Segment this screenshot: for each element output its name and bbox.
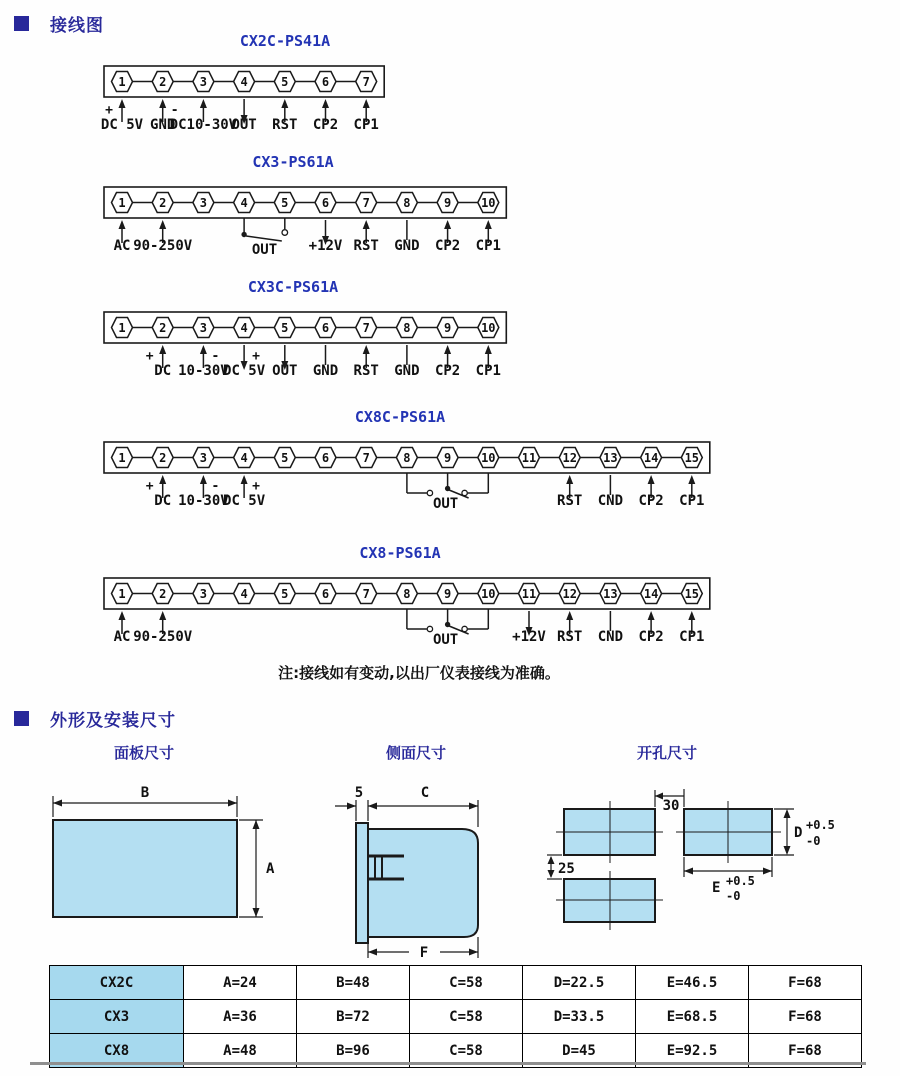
terminal-number: 11 [521,450,537,465]
terminal-number: 3 [199,74,208,89]
terminal-number: 5 [281,320,289,335]
arrowhead [485,220,492,229]
terminal-number: 6 [321,195,330,210]
terminal-number: 2 [159,74,167,89]
diagram-title: CX2C-PS41A [239,32,331,50]
terminal-number: 6 [321,74,330,89]
terminal-label: DC [154,493,172,509]
arrowhead [119,611,126,620]
terminal-number: 4 [240,320,248,335]
arrowhead [159,99,166,108]
terminal-number: 7 [362,320,370,335]
relay-contact [427,490,432,495]
terminal-number: 5 [281,586,289,601]
terminal-number: 10 [481,195,496,210]
terminal-number: 8 [403,195,411,210]
table-cell: F=68 [749,966,862,1000]
arrowhead [444,345,451,354]
arrowhead [53,800,62,807]
polarity-sign: - [170,103,179,118]
wiring-note: 注:接线如有变动,以出厂仪表接线为准确。 [278,664,560,682]
terminal-number: 6 [321,586,330,601]
table-cell: E=46.5 [636,966,749,1000]
terminal-number: 4 [240,195,248,210]
arrowhead [159,345,166,354]
table-cell: B=72 [297,1000,410,1034]
terminal-number: 6 [321,320,330,335]
table-row [50,1000,862,1034]
diagram-title: CX8C-PS61A [354,408,446,426]
wiring-diagram-cx3-ps61a [0,153,900,261]
terminal-number: 4 [240,74,248,89]
arrowhead [566,611,573,620]
terminal-label: CP1 [679,629,705,645]
terminal-number: 8 [403,320,411,335]
polarity-sign: + [105,103,113,118]
arrowhead [159,475,166,484]
terminal-number: 11 [521,586,537,601]
diagram-title: CX8-PS61A [359,544,441,562]
relay-contact [462,490,467,495]
table-cell-model: CX8 [50,1034,184,1068]
table-cell: C=58 [410,966,523,1000]
terminal-number: 15 [684,586,700,601]
relay-label: OUT [432,632,459,648]
polarity-sign: - [211,349,220,364]
arrowhead [363,220,370,229]
relay-label: OUT [251,242,278,258]
arrowhead [648,475,655,484]
arrowhead [763,868,772,875]
dim-label-30: 30 [662,798,680,814]
polarity-sign: + [145,479,154,494]
terminal-number: 1 [118,450,126,465]
terminal-number: 2 [159,450,167,465]
terminal-label: DC10-30V [169,117,238,133]
dim-label-5: 5 [354,785,364,801]
arrowhead [363,345,370,354]
dim-label-a: A [266,861,275,877]
side-drawing-title: 侧面尺寸 [385,744,447,762]
terminal-label: +12V [512,629,546,645]
polarity-sign: + [252,349,261,364]
terminal-label: RST [272,117,298,133]
arrowhead [159,220,166,229]
terminal-number: 12 [562,586,577,601]
arrowhead [485,345,492,354]
terminal-number: 2 [159,320,167,335]
terminal-label: 90-250V [133,629,193,645]
arrowhead [241,475,248,484]
terminal-label: AC [113,629,131,645]
panel-drawing-title: 面板尺寸 [113,744,175,762]
arrowhead [469,803,478,810]
terminal-label: CP2 [312,117,339,133]
table-cell: D=33.5 [523,1000,636,1034]
polarity-sign: + [145,349,154,364]
arrowhead [363,99,370,108]
table-cell: F=68 [749,1034,862,1068]
terminal-number: 1 [118,320,126,335]
terminal-number: 12 [562,450,577,465]
arrowhead [119,99,126,108]
terminal-number: 3 [199,450,208,465]
side-body [368,829,478,937]
terminal-number: 5 [281,195,289,210]
terminal-label: CP2 [434,238,461,254]
terminal-number: 14 [643,586,659,601]
terminal-number: 13 [603,450,618,465]
terminal-label: DC 5V [223,493,266,509]
relay-contact [282,230,288,236]
terminal-label: DC [154,363,172,379]
terminal-label: 10-30V [178,493,229,509]
wiring-diagram-cx3c-ps61a [0,278,900,386]
tolerance-plus: +0.5 [806,818,835,832]
section-title: 外形及安装尺寸 [50,711,176,731]
terminal-number: 10 [481,586,496,601]
arrowhead [566,475,573,484]
table-cell: A=24 [184,966,297,1000]
table-cell-model: CX2C [50,966,184,1000]
terminal-number: 4 [240,586,248,601]
arrowhead [688,611,695,620]
terminal-number: 7 [362,74,370,89]
table-cell: F=68 [749,1000,862,1034]
section-bullet-icon [14,16,29,31]
terminal-number: 9 [443,450,452,465]
terminal-label: CP2 [434,363,461,379]
terminal-label: GND [394,238,420,254]
terminal-number: 7 [362,586,370,601]
terminal-number: 9 [443,195,452,210]
arrowhead [322,99,329,108]
dimensions-table [49,965,862,1068]
arrowhead [444,220,451,229]
section-dimensions-header [14,706,176,731]
terminal-number: 7 [362,450,370,465]
arrowhead [253,820,260,829]
dim-label-d: D [794,825,803,841]
terminal-number: 3 [199,195,208,210]
tolerance-plus: +0.5 [726,874,755,888]
terminal-number: 2 [159,195,167,210]
terminal-label: OUT [231,117,257,133]
terminal-label: OUT [272,363,298,379]
terminal-label: RST [557,493,583,509]
terminal-number: 8 [403,586,411,601]
terminal-label: CP2 [638,629,664,645]
wiring-diagram-cx8c-ps61a [0,408,900,516]
wiring-diagram-cx2c-ps41a [0,32,900,140]
terminal-number: 7 [362,195,370,210]
terminal-label: 90-250V [133,238,193,254]
terminal-label: +12V [308,238,343,254]
section-title: 接线图 [50,16,104,36]
arrowhead [784,846,791,855]
terminal-number: 13 [603,586,618,601]
arrowhead [368,803,377,810]
arrowhead [119,220,126,229]
cutout-drawing-title: 开孔尺寸 [636,744,698,762]
terminal-number: 9 [443,586,452,601]
terminal-label: CP2 [638,493,664,509]
panel-rect [53,820,237,917]
table-cell: B=48 [297,966,410,1000]
terminal-label: CP1 [475,238,501,254]
arrowhead [688,475,695,484]
relay-common-dot [241,232,246,237]
terminal-label: RST [353,363,379,379]
terminal-label: CND [597,629,624,645]
table-cell-model: CX3 [50,1000,184,1034]
table-cell: A=36 [184,1000,297,1034]
arrowhead [228,800,237,807]
terminal-number: 14 [643,450,659,465]
dim-label-e: E [712,880,721,896]
polarity-sign: + [252,479,261,494]
terminal-label: 10-30V [178,363,229,379]
terminal-number: 8 [403,450,411,465]
dim-label-c: C [420,785,430,801]
arrowhead [200,99,207,108]
terminal-number: 10 [481,320,496,335]
terminal-number: 1 [118,74,126,89]
diagram-title: CX3C-PS61A [247,278,339,296]
dim-label-f: F [419,945,429,961]
table-cell: A=48 [184,1034,297,1068]
terminal-number: 10 [481,450,496,465]
relay-lever [246,236,282,241]
arrowhead [548,856,555,864]
terminal-label: GND [150,117,176,133]
terminal-label: RST [353,238,379,254]
terminal-number: 5 [281,74,289,89]
relay-contact [462,626,467,631]
terminal-number: 3 [199,320,208,335]
arrowhead [347,803,356,810]
terminal-number: 3 [199,586,208,601]
arrowhead [548,870,555,878]
table-cell: B=96 [297,1034,410,1068]
dim-label-b: B [140,785,150,801]
terminal-number: 1 [118,195,126,210]
arrowhead [368,949,377,956]
arrowhead [253,908,260,917]
relay-contact [427,626,432,631]
terminal-number: 15 [684,450,700,465]
relay-label: OUT [432,496,459,512]
terminal-label: DC 5V [223,363,266,379]
table-cell: C=58 [410,1034,523,1068]
terminal-label: CP1 [353,117,379,133]
table-cell: E=92.5 [636,1034,749,1068]
terminal-number: 6 [321,450,330,465]
terminal-label: CP1 [475,363,501,379]
terminal-number: 2 [159,586,167,601]
table-cell: C=58 [410,1000,523,1034]
table-cell: D=45 [523,1034,636,1068]
table-row [50,966,862,1000]
arrowhead [648,611,655,620]
side-bezel-rect [356,823,368,943]
terminal-label: CP1 [679,493,705,509]
arrowhead [200,475,207,484]
tolerance-minus: -0 [726,889,741,903]
tolerance-minus: -0 [806,834,821,848]
arrowhead [784,809,791,818]
arrowhead [469,949,478,956]
arrowhead [200,345,207,354]
terminal-number: 5 [281,450,289,465]
arrowhead [684,868,693,875]
table-cell: D=22.5 [523,966,636,1000]
wiring-diagram-cx8-ps61a [0,544,900,652]
table-cell: E=68.5 [636,1000,749,1034]
page-bottom-rule [30,1062,866,1065]
terminal-number: 9 [443,320,452,335]
arrowhead [159,611,166,620]
dimension-drawings [0,740,900,962]
terminal-number: 1 [118,586,126,601]
dim-label-25: 25 [558,861,575,877]
section-bullet-icon [14,711,29,726]
arrowhead [281,99,288,108]
terminal-label: CND [597,493,624,509]
terminal-label: RST [557,629,583,645]
terminal-number: 4 [240,450,248,465]
polarity-sign: - [211,479,220,494]
terminal-label: GND [394,363,420,379]
terminal-label: DC 5V [100,117,144,133]
diagram-title: CX3-PS61A [252,153,334,171]
terminal-label: AC [113,238,131,254]
terminal-label: GND [312,363,339,379]
